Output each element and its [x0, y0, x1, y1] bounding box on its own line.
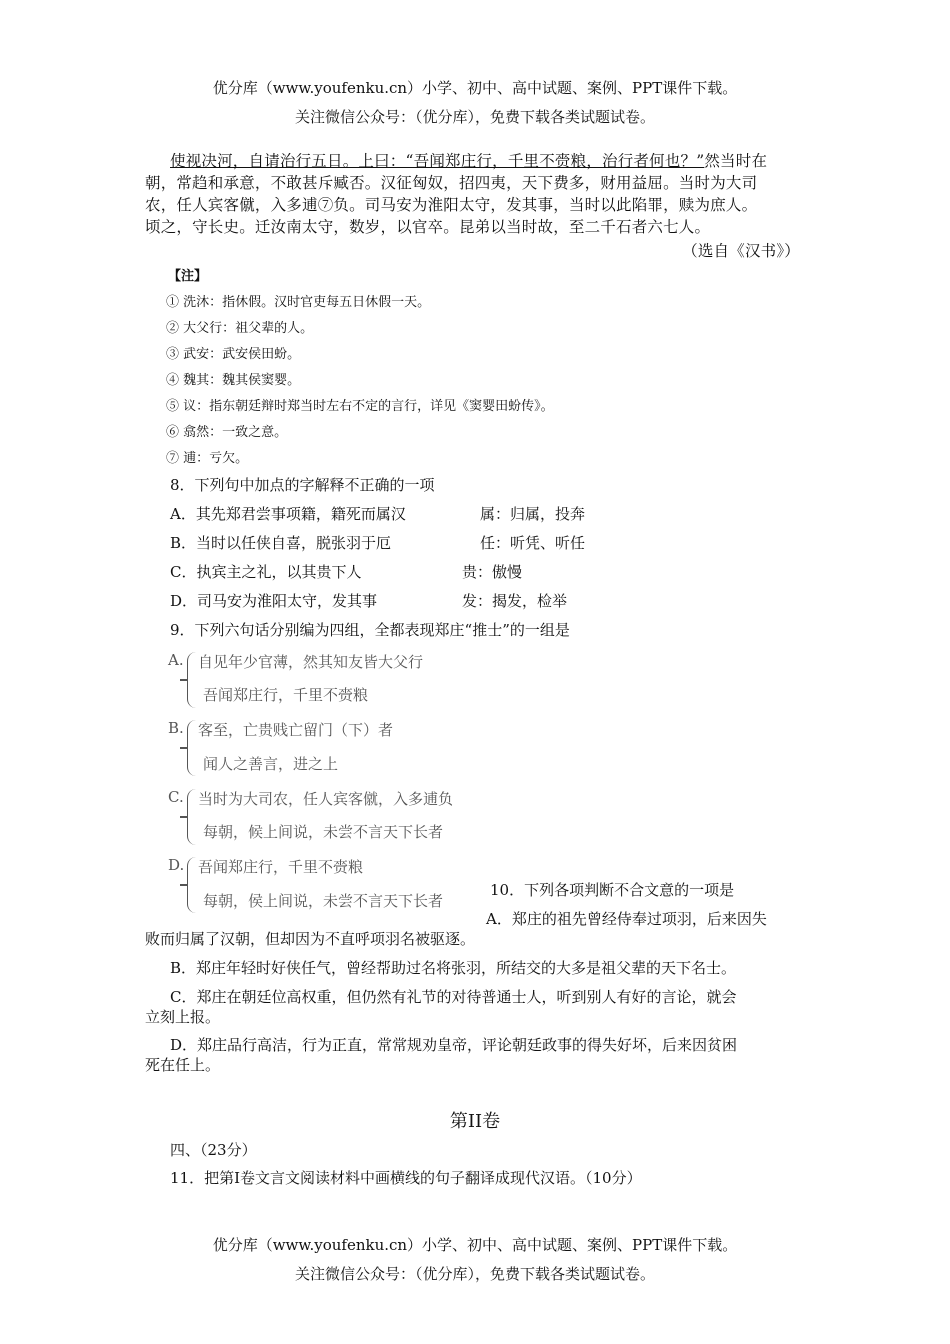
q9-option-c-line1: 当时为大司农，任人宾客僦，入多逋负 [198, 790, 454, 808]
passage-line-1 [170, 149, 767, 171]
section-four: 四、（23分） [170, 1141, 257, 1159]
notes-title: 【注】 [168, 269, 208, 284]
q9-option-d-line2: 每朝，侯上间说，未尝不言天下长者 [203, 892, 444, 910]
note-item: ① 洗沐：指休假。汉时官吏每五日休假一天。 [166, 295, 431, 310]
brace-icon [187, 652, 197, 708]
q10-option-a-line2: 败而归属了汉朝，但却因为不直呼项羽名被驱逐。 [145, 930, 476, 948]
q8-option-d: D．司马安为淮阳太守，发其事 [170, 592, 378, 610]
q10-stem: 10．下列各项判断不合文意的一项是 [490, 881, 735, 899]
q8-gloss-c: 贵：傲慢 [462, 563, 523, 581]
note-item: ③ 武安：武安侯田蚡。 [166, 347, 301, 362]
passage-source: （选自《汉书》） [682, 242, 800, 260]
q11: 11．把第I卷文言文阅读材料中画横线的句子翻译成现代汉语。（10分） [170, 1169, 642, 1187]
q9-option-b-line2: 闻人之善言，进之上 [203, 755, 339, 773]
q10-option-c-line1: C．郑庄在朝廷位高权重，但仍然有礼节的对待普通士人，听到别人有好的言论，就会 [170, 988, 737, 1006]
passage-line-2: 朝，常趋和承意，不敢甚斥臧否。汉征匈奴，招四夷，天下费多，财用益屈。当时为大司 [145, 174, 758, 192]
note-item: ⑤ 议：指东朝廷辩时郑当时左右不定的言行，详见《窦婴田蚡传》。 [166, 399, 554, 414]
q10-option-b: B．郑庄年轻时好侠任气，曾经帮助过名将张羽，所结交的大多是祖父辈的天下名士。 [170, 959, 737, 977]
footer-line-2: 关注微信公众号：（优分库），免费下载各类试题试卷。 [294, 1265, 655, 1283]
q8-gloss-d: 发：揭发，检举 [462, 592, 568, 610]
passage-line-4: 顷之，守长史。迁汝南太守，数岁，以官卒。昆弟以当时故，至二千石者六七人。 [145, 218, 711, 236]
q10-option-c-line2: 立刻上报。 [145, 1008, 221, 1026]
q9-option-d-line1: 吾闻郑庄行，千里不赍粮 [198, 858, 364, 876]
q8-option-a: A．其先郑君尝事项籍，籍死而属汉 [170, 505, 406, 523]
header-line-2: 关注微信公众号：（优分库），免费下载各类试题试卷。 [294, 108, 655, 126]
q10-option-a-line1: A．郑庄的祖先曾经侍奉过项羽，后来因失 [486, 910, 767, 928]
note-item: ② 大父行：祖父辈的人。 [166, 321, 314, 336]
q9-option-a-line1: 自见年少官薄，然其知友皆大父行 [198, 653, 424, 671]
q9-option-a-label: A. [168, 651, 184, 669]
q9-option-d-label: D. [168, 856, 185, 874]
note-item: ⑥ 翕然：一致之意。 [166, 425, 288, 440]
passage-line-1-rest: 然当时在 [704, 152, 768, 170]
underlined-sentence: 使视决河，自请治行五日。上曰：“吾闻郑庄行，千里不赍粮，治行者何也？” [170, 152, 705, 170]
q9-stem: 9．下列六句话分别编为四组，全都表现郑庄“推士”的一组是 [170, 621, 570, 639]
q9-option-c-label: C. [168, 788, 184, 806]
q9-option-c-line2: 每朝，候上间说，未尝不言天下长者 [203, 823, 444, 841]
brace-icon [187, 720, 197, 776]
note-item: ⑦ 逋：亏欠。 [166, 451, 249, 466]
q9-option-b-line1: 客至，亡贵贱亡留门（下）者 [198, 721, 394, 739]
q8-gloss-a: 属：归属，投奔 [480, 505, 586, 523]
footer-line-1: 优分库（www.youfenku.cn）小学、初中、高中试题、案例、PPT课件下载。 [212, 1236, 738, 1254]
note-item: ④ 魏其：魏其侯窦婴。 [166, 373, 301, 388]
header-line-1: 优分库（www.youfenku.cn）小学、初中、高中试题、案例、PPT课件下载。 [212, 79, 738, 97]
q10-option-d-line1: D．郑庄品行高洁，行为正直，常常规劝皇帝，评论朝廷政事的得失好坏，后来因贫困 [170, 1036, 738, 1054]
q9-option-b-label: B. [168, 719, 184, 737]
part2-title: 第II卷 [449, 1111, 501, 1132]
brace-icon [187, 857, 197, 913]
passage-line-3: 农，任人宾客僦，入多逋⑦负。司马安为淮阳太守，发其事，当时以此陷罪，赎为庶人。 [145, 196, 758, 214]
q8-stem: 8．下列句中加点的字解释不正确的一项 [170, 476, 435, 494]
q8-option-b: B．当时以任侠自喜，脱张羽于厄 [170, 534, 392, 552]
q8-option-c: C．执宾主之礼，以其贵下人 [170, 563, 362, 581]
brace-icon [187, 789, 197, 845]
q8-gloss-b: 任：听凭、听任 [480, 534, 586, 552]
q9-option-a-line2: 吾闻郑庄行，千里不赍粮 [203, 686, 369, 704]
q10-option-d-line2: 死在任上。 [145, 1056, 221, 1074]
